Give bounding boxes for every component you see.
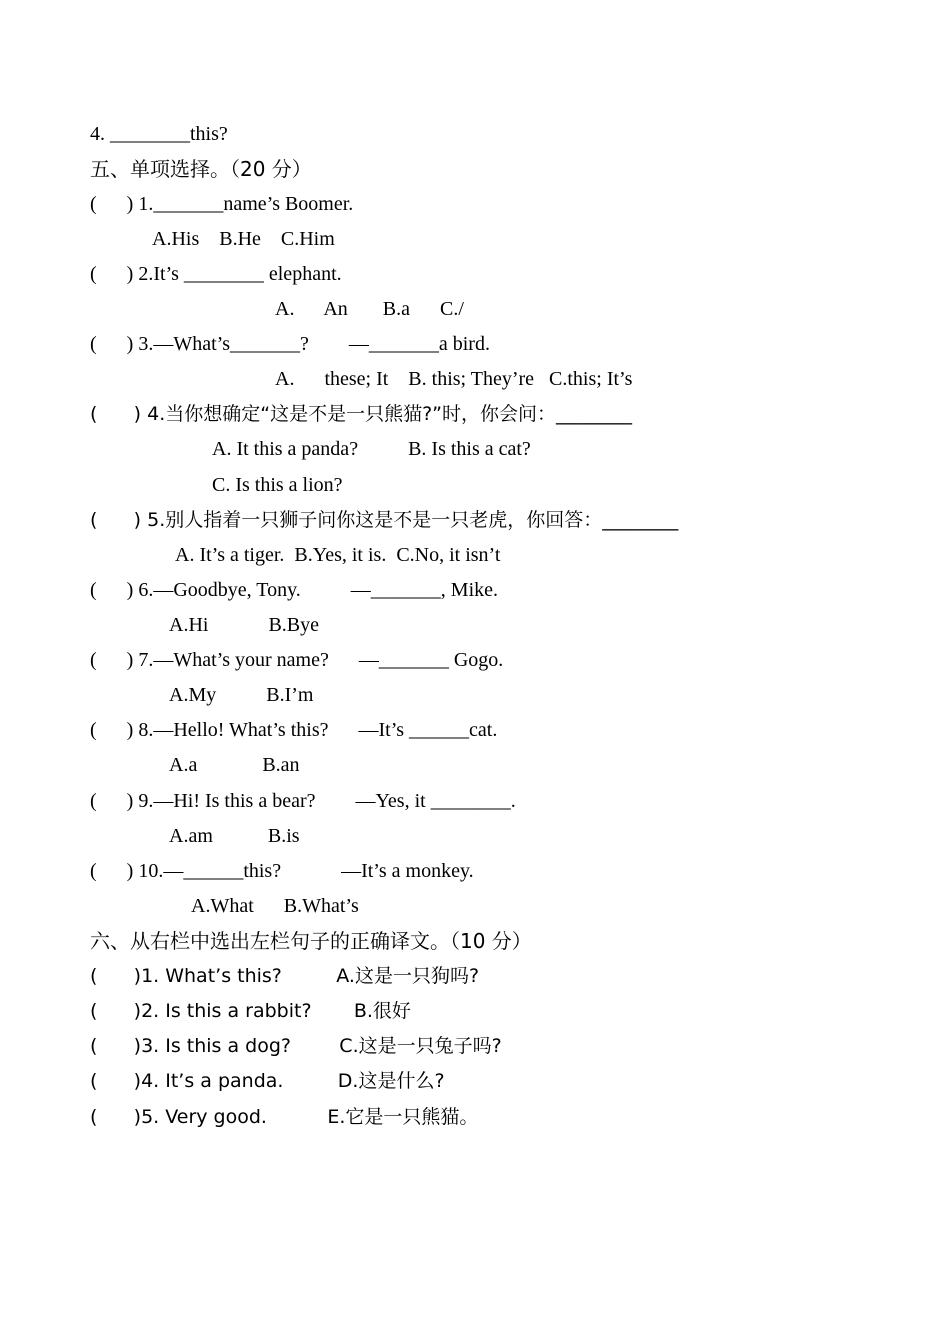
q9-stem: ( ) 9.—Hi! Is this a bear? —Yes, it ________. [90, 790, 516, 812]
q3-options: A. these; It B. this; They’re C.this; It’s [275, 368, 633, 390]
q2-options: A. An B.a C./ [275, 298, 464, 320]
q4-stem: ( ) 4.当你想确定“这是不是一只熊猫?”时，你会问：________ [90, 403, 633, 425]
q4-options-ab: A. It this a panda? B. Is this a cat? [212, 438, 531, 460]
q4-option-c: C. Is this a lion? [212, 474, 343, 496]
match-item-4: ( )4. It’s a panda. D.这是什么? [90, 1070, 445, 1092]
q5-options: A. It’s a tiger. B.Yes, it is. C.No, it isn’t [175, 544, 501, 566]
q3-stem: ( ) 3.—What’s_______? —_______a bird. [90, 333, 490, 355]
q10-stem: ( ) 10.—______this? —It’s a monkey. [90, 860, 474, 882]
q9-options: A.am B.is [169, 825, 300, 847]
q7-options: A.My B.I’m [169, 684, 314, 706]
match-item-1: ( )1. What’s this? A.这是一只狗吗? [90, 965, 480, 987]
q1-stem: ( ) 1._______name’s Boomer. [90, 193, 354, 215]
match-item-2: ( )2. Is this a rabbit? B.很好 [90, 1000, 411, 1022]
q6-stem: ( ) 6.—Goodbye, Tony. —_______, Mike. [90, 579, 499, 601]
prev-question-4: 4. ________this? [90, 123, 228, 145]
match-item-5: ( )5. Very good. E.它是一只熊猫。 [90, 1106, 479, 1128]
q1-options: A.His B.He C.Him [152, 228, 335, 250]
q10-options: A.What B.What’s [191, 895, 359, 917]
q7-stem: ( ) 7.—What’s your name? —_______ Gogo. [90, 649, 504, 671]
q8-stem: ( ) 8.—Hello! What’s this? —It’s ______cat. [90, 719, 498, 741]
q8-options: A.a B.an [169, 754, 300, 776]
q2-stem: ( ) 2.It’s ________ elephant. [90, 263, 342, 285]
match-item-3: ( )3. Is this a dog? C.这是一只兔子吗? [90, 1035, 502, 1057]
section-5-heading: 五、单项选择。（20 分） [90, 157, 312, 181]
q5-stem: ( ) 5.别人指着一只狮子问你这是不是一只老虎，你回答：________ [90, 509, 679, 531]
q6-options: A.Hi B.Bye [169, 614, 319, 636]
section-6-heading: 六、从右栏中选出左栏句子的正确译文。（10 分） [90, 929, 532, 953]
